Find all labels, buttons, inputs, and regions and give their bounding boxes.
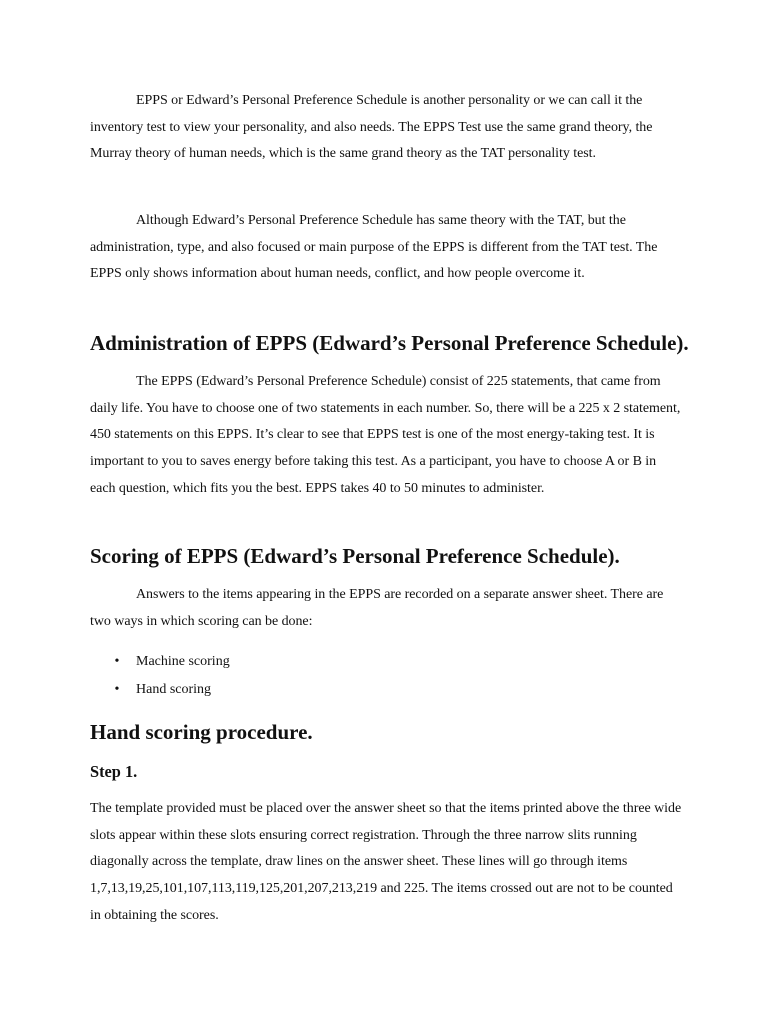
- intro-paragraph: EPPS or Edward’s Personal Preference Schedule is another personality or we can call it the inventory test to view your personality, and also needs. The EPPS Test use the same grand theory, the Murray theory of human needs, which is the same grand theory as the TAT personality test.: [90, 93, 653, 162]
- bullet-icon: •: [114, 654, 120, 669]
- comparison-paragraph: Although Edward’s Personal Preference Schedule has same theory with the TAT, but the administration, type, and also focused or main purpose of the EPPS is different from the TAT test. The EPPS only shows information about human needs, conflict, and how people overcome it.: [90, 213, 658, 282]
- step-label: Step 1.: [90, 762, 138, 781]
- hand-scoring-heading: Hand scoring procedure.: [90, 720, 313, 744]
- administration-paragraph: The EPPS (Edward’s Personal Preference Schedule) consist of 225 statements, that came from daily life. You have to choose one of two statements in each number. So, there will be a 225 x 2 statement, 450 statements on this EPPS. It’s clear to see that EPPS test is one of the most energy-taking test. It is important to you to saves energy before taking this test. As a participant, you have to choose A or B in each question, which fits you the best. EPPS takes 40 to 50 minutes to administer.: [90, 374, 681, 496]
- step-paragraph: The template provided must be placed over the answer sheet so that the items printed above the three wide slots appear within these slots ensuring correct registration. Through the three narrow slits running diagonally across the template, draw lines on the answer sheet. These lines will go through items 1,7,13,19,25,101,107,113,119,125,201,207,213,219 and 225. The items crossed out are not to be counted in obtaining the scores.: [90, 801, 682, 923]
- administration-heading: Administration of EPPS (Edward’s Personal Preference Schedule).: [90, 331, 689, 355]
- list-item-label: Machine scoring: [136, 654, 230, 669]
- bullet-icon: •: [114, 682, 120, 697]
- list-item-label: Hand scoring: [136, 682, 212, 697]
- scoring-heading: Scoring of EPPS (Edward’s Personal Preference Schedule).: [90, 544, 620, 568]
- scoring-paragraph: Answers to the items appearing in the EPPS are recorded on a separate answer sheet. There are two ways in which scoring can be done:: [90, 587, 664, 629]
